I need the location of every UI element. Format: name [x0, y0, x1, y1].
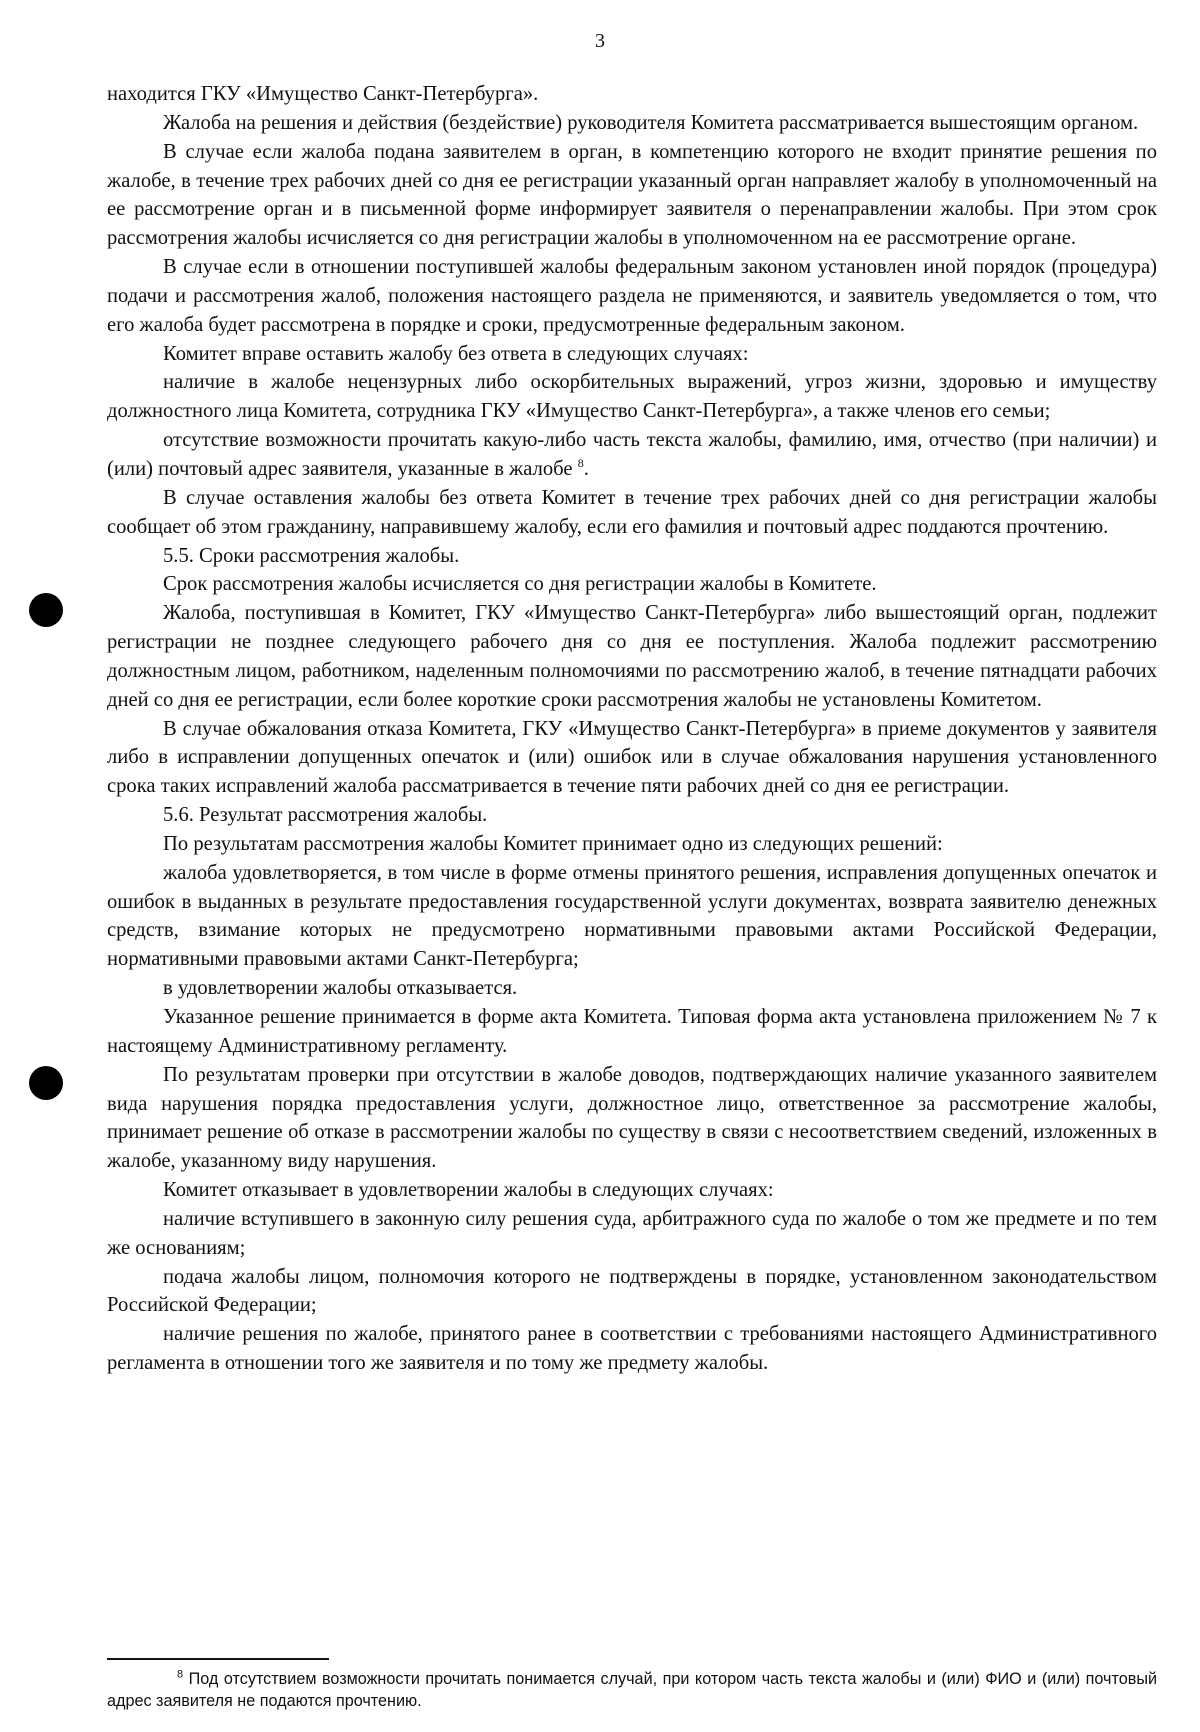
paragraph: наличие вступившего в законную силу решения суда, арбитражного суда по жалобе о том же предмете и по тем же основаниям;	[107, 1207, 1157, 1259]
footnote	[107, 1668, 1157, 1712]
footnote-separator	[107, 1658, 329, 1660]
paragraph: находится ГКУ «Имущество Санкт-Петербурга».	[107, 83, 539, 105]
document-body	[107, 80, 1157, 1378]
section-heading: 5.5. Сроки рассмотрения жалобы.	[163, 544, 460, 567]
paragraph: По результатам рассмотрения жалобы Комитет принимает одно из следующих решений:	[163, 832, 943, 855]
binder-hole-mark	[29, 1066, 63, 1100]
paragraph: жалоба удовлетворяется, в том числе в форме отмены принятого решения, исправления допущенных опечаток и ошибок в выданных в результате предоставления государственной услуги документах, возврата заявителю денежных средств, взимание которых не предусмотрено нормативными правовыми актами Российской Федерации, нормативными правовыми актами Санкт-Петербурга;	[107, 861, 1157, 971]
paragraph: Комитет отказывает в удовлетворении жалобы в следующих случаях:	[163, 1179, 774, 1202]
paragraph: в удовлетворении жалобы отказывается.	[163, 977, 518, 1000]
paragraph: В случае обжалования отказа Комитета, ГКУ «Имущество Санкт-Петербурга» в приеме документов у заявителя либо в исправлении допущенных опечаток и (или) ошибок или в случае обжалования нарушения установленного срока таких исправлений жалоба рассматривается в течение пяти рабочих дней со дня ее регистрации.	[107, 717, 1157, 798]
footnote-text: Под отсутствием возможности прочитать понимается случай, при котором часть текста жалобы и (или) ФИО и (или) почтовый адрес заявителя не подаются прочтению.	[107, 1670, 1157, 1710]
paragraph: подача жалобы лицом, полномочия которого не подтверждены в порядке, установленном законодательством Российской Федерации;	[107, 1265, 1157, 1317]
paragraph: В случае если в отношении поступившей жалобы федеральным законом установлен иной порядок (процедура) подачи и рассмотрения жалоб, положения настоящего раздела не применяются, и заявитель уведомляется о том, что его жалоба будет рассмотрена в порядке и сроки, предусмотренные федеральным законом.	[107, 256, 1157, 336]
footnote-reference-suffix: .	[583, 457, 589, 480]
paragraph: Жалоба на решения и действия (бездействие) руководителя Комитета рассматривается вышестоящим органом.	[163, 111, 1139, 134]
paragraph: По результатам проверки при отсутствии в жалобе доводов, подтверждающих наличие указанного заявителем вида нарушения порядка предоставления услуги, должностное лицо, ответственное за рассмотрение жалобы, принимает решение об отказе в рассмотрении жалобы по существу в связи с несоответствием сведений, изложенных в жалобе, указанному виду нарушения.	[107, 1063, 1157, 1173]
footnote-reference: 8	[577, 456, 584, 471]
paragraph: Комитет вправе оставить жалобу без ответа в следующих случаях:	[163, 342, 749, 365]
paragraph: Жалоба, поступившая в Комитет, ГКУ «Имущество Санкт-Петербурга» либо вышестоящий орган, подлежит регистрации не позднее следующего рабочего дня со дня ее поступления. Жалоба подлежит рассмотрению должностным лицом, работником, наделенным полномочиями по рассмотрению жалоб, в течение пятнадцати рабочих дней со дня ее регистрации, если более короткие сроки рассмотрения жалобы не установлены Комитетом.	[107, 602, 1157, 711]
paragraph-text: отсутствие возможности прочитать какую-либо часть текста жалобы, фамилию, имя, отчество (при наличии) и (или) почтовый адрес заявителя, указанные в жалобе	[107, 429, 1157, 480]
binder-hole-mark	[29, 593, 63, 627]
paragraph-with-footnote	[107, 426, 1157, 484]
paragraph: Указанное решение принимается в форме акта Комитета. Типовая форма акта установлена приложением № 7 к настоящему Административному регламенту.	[107, 1006, 1157, 1057]
paragraph: В случае если жалоба подана заявителем в орган, в компетенцию которого не входит принятие решения по жалобе, в течение трех рабочих дней со дня ее регистрации указанный орган направляет жалобу в уполномоченный на ее рассмотрение орган и в письменной форме информирует заявителя о перенаправлении жалобы. При этом срок рассмотрения жалобы исчисляется со дня регистрации жалобы в уполномоченном на ее рассмотрение органе.	[107, 140, 1157, 250]
page-number: 3	[595, 30, 605, 52]
section-heading: 5.6. Результат рассмотрения жалобы.	[163, 804, 488, 827]
paragraph: В случае оставления жалобы без ответа Комитет в течение трех рабочих дней со дня регистрации жалобы сообщает об этом гражданину, направившему жалобу, если его фамилия и почтовый адрес поддаются прочтению.	[107, 486, 1157, 538]
paragraph: наличие в жалобе нецензурных либо оскорбительных выражений, угроз жизни, здоровью и имуществу должностного лица Комитета, сотрудника ГКУ «Имущество Санкт-Петербурга», а также членов его семьи;	[107, 371, 1157, 423]
paragraph: Срок рассмотрения жалобы исчисляется со дня регистрации жалобы в Комитете.	[163, 573, 877, 596]
footnote-marker: 8	[177, 1668, 184, 1681]
paragraph: наличие решения по жалобе, принятого ранее в соответствии с требованиями настоящего Административного регламента в отношении того же заявителя и по тому же предмету жалобы.	[107, 1323, 1157, 1375]
